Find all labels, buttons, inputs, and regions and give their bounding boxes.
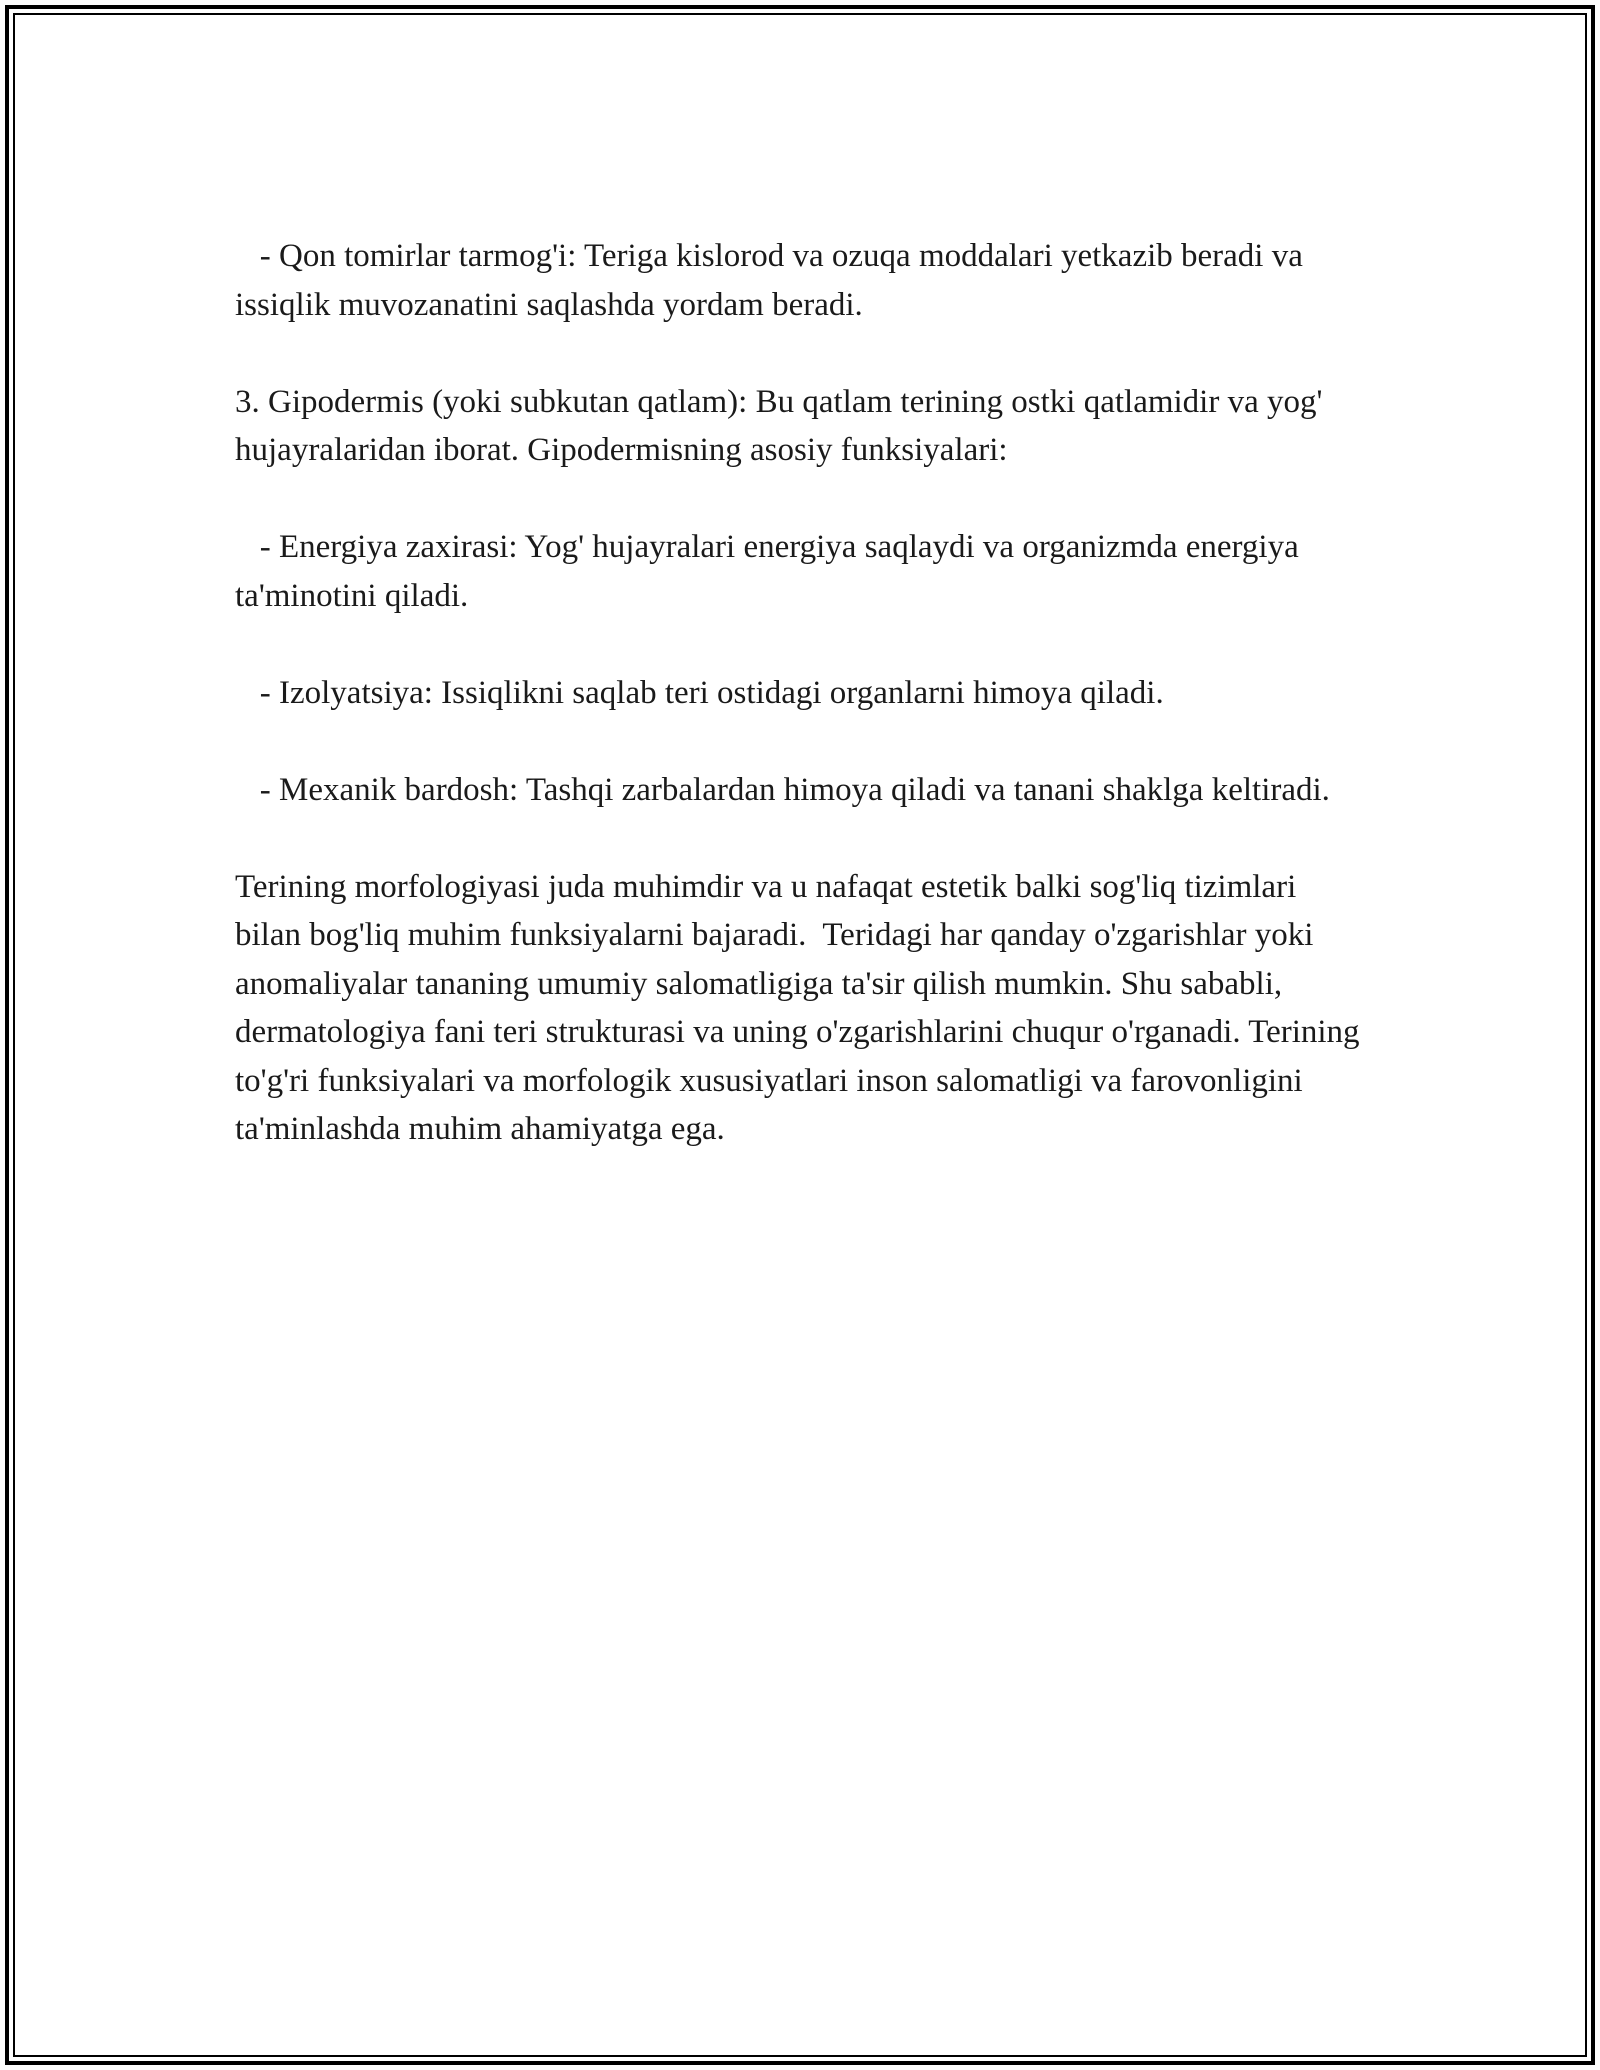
paragraph-energy-reserve: - Energiya zaxirasi: Yog' hujayralari energiya saqlaydi va organizmda energiya ta'minotini qiladi. [235,529,1308,614]
paragraph-mechanical-support: - Mexanik bardosh: Tashqi zarbalardan himoya qiladi va tanani shaklga keltiradi. [235,771,1330,808]
paragraph-hypodermis: 3. Gipodermis (yoki subkutan qatlam): Bu qatlam terining ostki qatlamidir va yog' hujayralaridan iborat. Gipodermisning asosiy funksiyalari: [235,383,1331,468]
paragraph-conclusion: Terining morfologiyasi juda muhimdir va u nafaqat estetik balki sog'liq tizimlari bilan bog'liq muhim funksiyalarni bajaradi. Teridagi har qanday o'zgarishlar yoki anomaliyalar tananing umumiy salomatligiga ta'sir qilish mumkin. Shu sababli, dermatologiya fani teri strukturasi va uning o'zgarishlarini chuqur o'rganadi. Terining to'g'ri funksiyalari va morfologik xususiyatlari inson salomatligi va farovonligini ta'minlashda muhim ahamiyatga ega. [235,868,1368,1147]
paragraph-insulation: - Izolyatsiya: Issiqlikni saqlab teri ostidagi organlarni himoya qiladi. [235,674,1164,711]
paragraph-blood-vessels: - Qon tomirlar tarmog'i: Teriga kislorod va ozuqa moddalari yetkazib beradi va issiqlik muvozanatini saqlashda yordam beradi. [235,238,1312,323]
document-body [235,232,1368,1202]
